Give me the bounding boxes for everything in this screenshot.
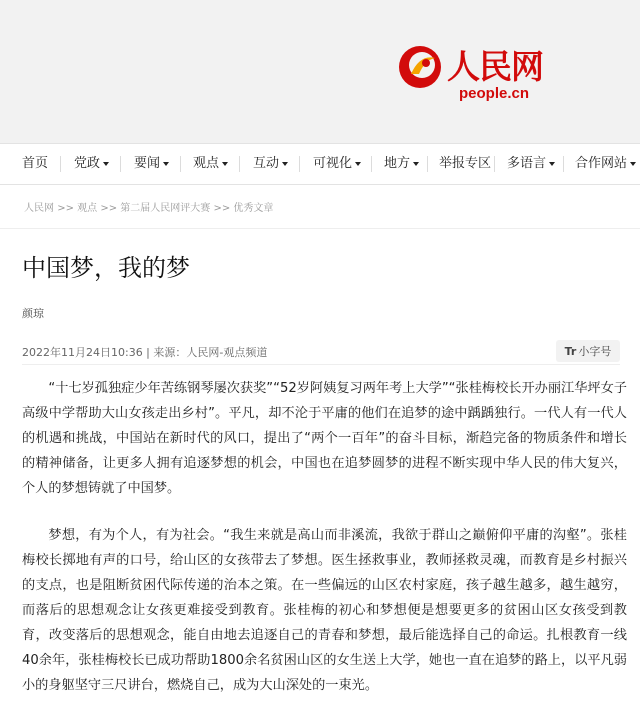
nav-divider [563, 156, 564, 172]
nav-label: 举报专区 [439, 156, 492, 171]
nav-item-party-gov[interactable] [74, 144, 109, 184]
nav-divider [180, 156, 181, 172]
people-cn-logo[interactable] [397, 44, 557, 104]
nav-divider [60, 156, 61, 172]
chevron-down-icon [282, 162, 288, 166]
nav-item-interaction[interactable] [253, 144, 288, 184]
nav-label: 地方 [384, 156, 411, 171]
nav-label: 要闻 [134, 156, 161, 171]
article-paragraph: “十七岁孤独症少年苦练钢琴屡次获奖”“52岁阿姨复习两年考上大学”“张桂梅校长开办丽江华坪女子高级中学帮助大山女孩走出乡村”。平凡，却不沦于平庸的他们在追梦的途中踽踽独行。一代人有一代人的机遇和挑战，中国站在新时代的风口，提出了“两个一百年”的奋斗目标，渐趋完备的物质条件和增长的精神储备，让更多人拥有追逐梦想的机会，中国也在追梦圆梦的进程不断实现中华人民的伟大复兴，个人的梦想铸就了中国梦。 [22, 381, 627, 496]
nav-divider [371, 156, 372, 172]
nav-label: 合作网站 [575, 156, 628, 171]
font-size-button[interactable] [556, 340, 620, 362]
chevron-down-icon [413, 162, 419, 166]
divider [0, 228, 640, 229]
nav-divider [494, 156, 495, 172]
nav-item-local[interactable] [384, 144, 419, 184]
nav-label: 互动 [253, 156, 280, 171]
nav-divider [299, 156, 300, 172]
chevron-down-icon [103, 162, 109, 166]
nav-item-visualization[interactable] [313, 144, 361, 184]
breadcrumb-separator: >> [57, 203, 74, 214]
chevron-down-icon [630, 162, 636, 166]
breadcrumb [24, 199, 273, 214]
nav-item-languages[interactable] [507, 144, 555, 184]
nav-item-opinion[interactable] [193, 144, 228, 184]
nav-item-home[interactable] [22, 144, 48, 184]
logo-chinese-name: 人民网 [447, 47, 543, 86]
nav-divider [120, 156, 121, 172]
breadcrumb-item[interactable]: 观点 [77, 203, 98, 214]
article-meta: 2022年11月24日10:36 | 来源：人民网-观点频道 [22, 346, 268, 359]
breadcrumb-item[interactable]: 第二届人民网评大赛 [120, 203, 211, 214]
article-paragraph: 梦想，有为个人，有为社会。“我生来就是高山而非溪流，我欲于群山之巅俯仰平庸的沟壑”。张桂梅校长掷地有声的口号，给山区的女孩带去了梦想。医生拯救事业，教师拯救灵魂，而教育是乡村振兴的支点，也是阻断贫困代际传递的治本之策。在一些偏远的山区农村家庭，孩子越生越多，越生越穷，而落后的思想观念让女孩更难接受到教育。张桂梅的初心和梦想便是想要更多的贫困山区女孩受到教育，改变落后的思想观念，能自由地去追逐自己的青春和梦想，最后能选择自己的命运。扎根教育一线40余年，张桂梅校长已成功帮助1800余名贫困山区的女生送上大学，她也一直在追梦的路上，以平凡弱小的身躯坚守三尺讲台，燃烧自己，成为大山深处的一束光。 [22, 528, 627, 693]
breadcrumb-separator: >> [100, 203, 118, 214]
chevron-down-icon [163, 162, 169, 166]
nav-divider [239, 156, 240, 172]
logo-mark-icon [397, 44, 443, 90]
font-size-label: 小字号 [578, 345, 612, 358]
nav-divider [427, 156, 428, 172]
font-size-icon: Tr [564, 344, 577, 358]
nav-item-report[interactable] [439, 144, 491, 184]
nav-item-partners[interactable] [575, 144, 636, 184]
site-header [0, 0, 640, 143]
divider [22, 364, 620, 365]
main-nav [0, 143, 640, 185]
article-author: 颜琼 [22, 307, 44, 320]
nav-item-headlines[interactable] [134, 144, 169, 184]
page-title: 中国梦，我的梦 [22, 254, 190, 282]
nav-label: 观点 [193, 156, 220, 171]
breadcrumb-item[interactable]: 优秀文章 [233, 203, 274, 214]
nav-label: 党政 [74, 156, 101, 171]
breadcrumb-separator: >> [213, 203, 231, 214]
chevron-down-icon [355, 162, 361, 166]
chevron-down-icon [549, 162, 555, 166]
breadcrumb-item[interactable]: 人民网 [24, 203, 54, 214]
nav-label: 可视化 [313, 156, 353, 171]
nav-label: 多语言 [507, 156, 547, 171]
logo-english-name: people.cn [459, 85, 530, 102]
chevron-down-icon [222, 162, 228, 166]
nav-label: 首页 [22, 156, 49, 171]
